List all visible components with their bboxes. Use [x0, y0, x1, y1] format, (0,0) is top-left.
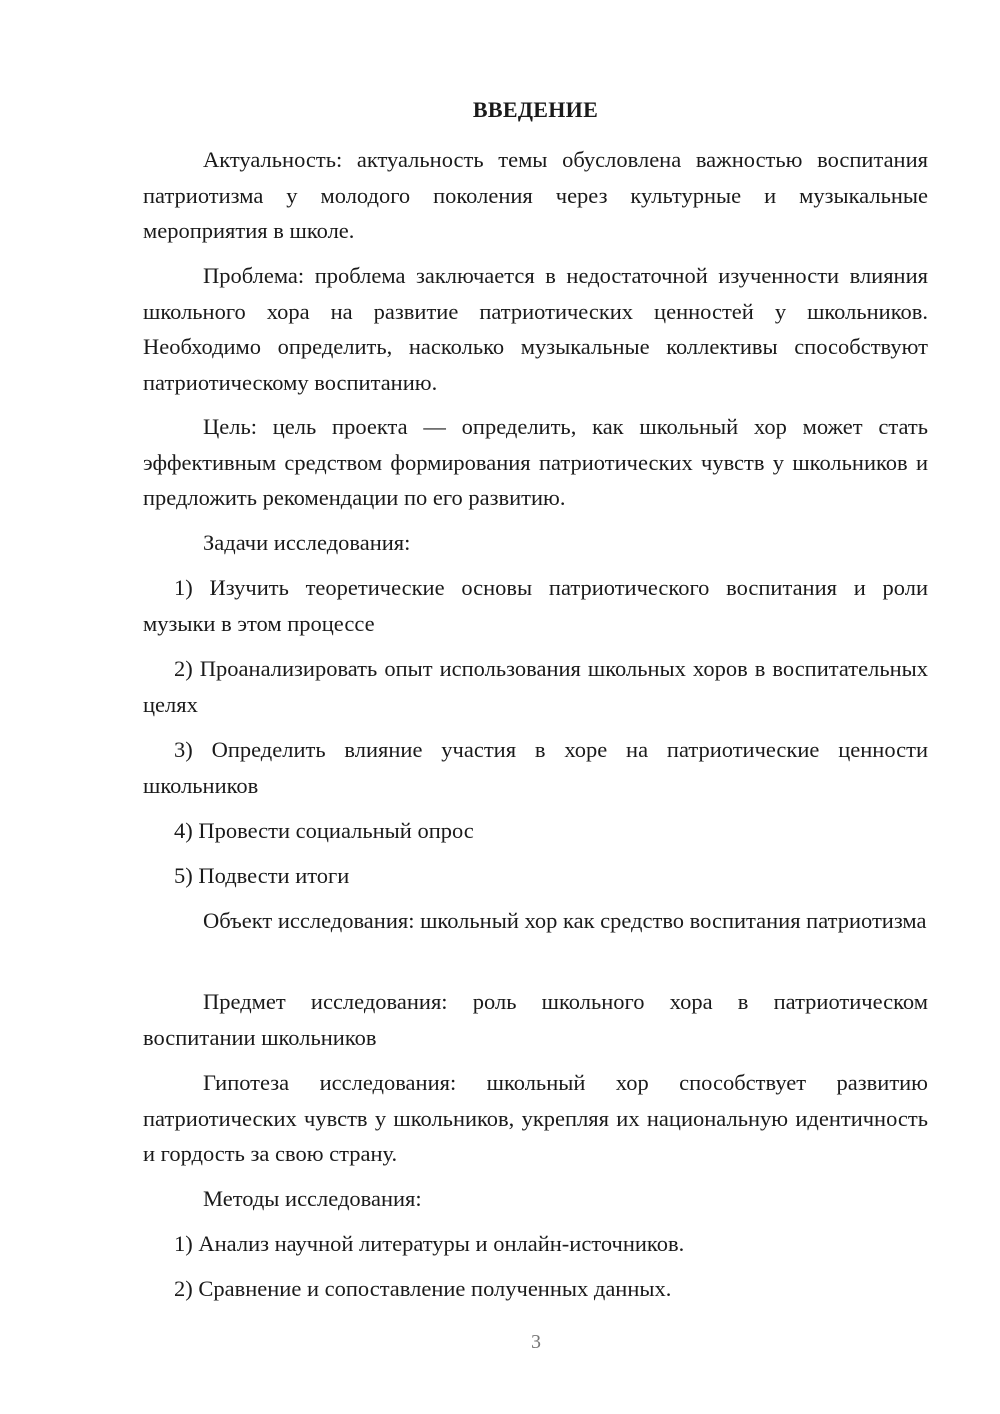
methods-title: Методы исследования:	[203, 1186, 422, 1211]
task-item-2: 2) Проанализировать опыт использования школьных хоров в воспитательных целях	[143, 656, 928, 717]
paragraph-goal: Цель: цель проекта — определить, как школьный хор может стать эффективным средством формирования патриотических чувств у школьников и предложить рекомендации по его развитию.	[143, 414, 928, 510]
paragraph-object: Объект исследования: школьный хор как средство воспитания патриотизма	[203, 908, 927, 933]
task-item-5: 5) Подвести итоги	[174, 863, 350, 888]
method-item-1: 1) Анализ научной литературы и онлайн-источников.	[174, 1231, 685, 1256]
task-item-1: 1) Изучить теоретические основы патриотического воспитания и роли музыки в этом процессе	[143, 575, 928, 636]
task-item-4: 4) Провести социальный опрос	[174, 818, 474, 843]
task-item-3: 3) Определить влияние участия в хоре на патриотические ценности школьников	[143, 737, 928, 798]
section-heading: ВВЕДЕНИЕ	[472, 97, 599, 122]
page-number: 3	[531, 1331, 541, 1353]
paragraph-relevance: Актуальность: актуальность темы обусловлена важностью воспитания патриотизма у молодого поколения через культурные и музыкальные мероприятия в школе.	[143, 147, 928, 243]
paragraph-hypothesis: Гипотеза исследования: школьный хор способствует развитию патриотических чувств у школьников, укрепляя их национальную идентичность и гордость за свою страну.	[143, 1070, 928, 1166]
method-item-2: 2) Сравнение и сопоставление полученных данных.	[174, 1276, 672, 1301]
paragraph-subject: Предмет исследования: роль школьного хора в патриотическом воспитании школьников	[143, 989, 928, 1050]
paragraph-problem: Проблема: проблема заключается в недостаточной изученности влияния школьного хора на развитие патриотических ценностей у школьников. Необходимо определить, насколько музыкальные коллективы способствуют патриотическому воспитанию.	[143, 263, 928, 395]
tasks-title: Задачи исследования:	[203, 530, 411, 555]
